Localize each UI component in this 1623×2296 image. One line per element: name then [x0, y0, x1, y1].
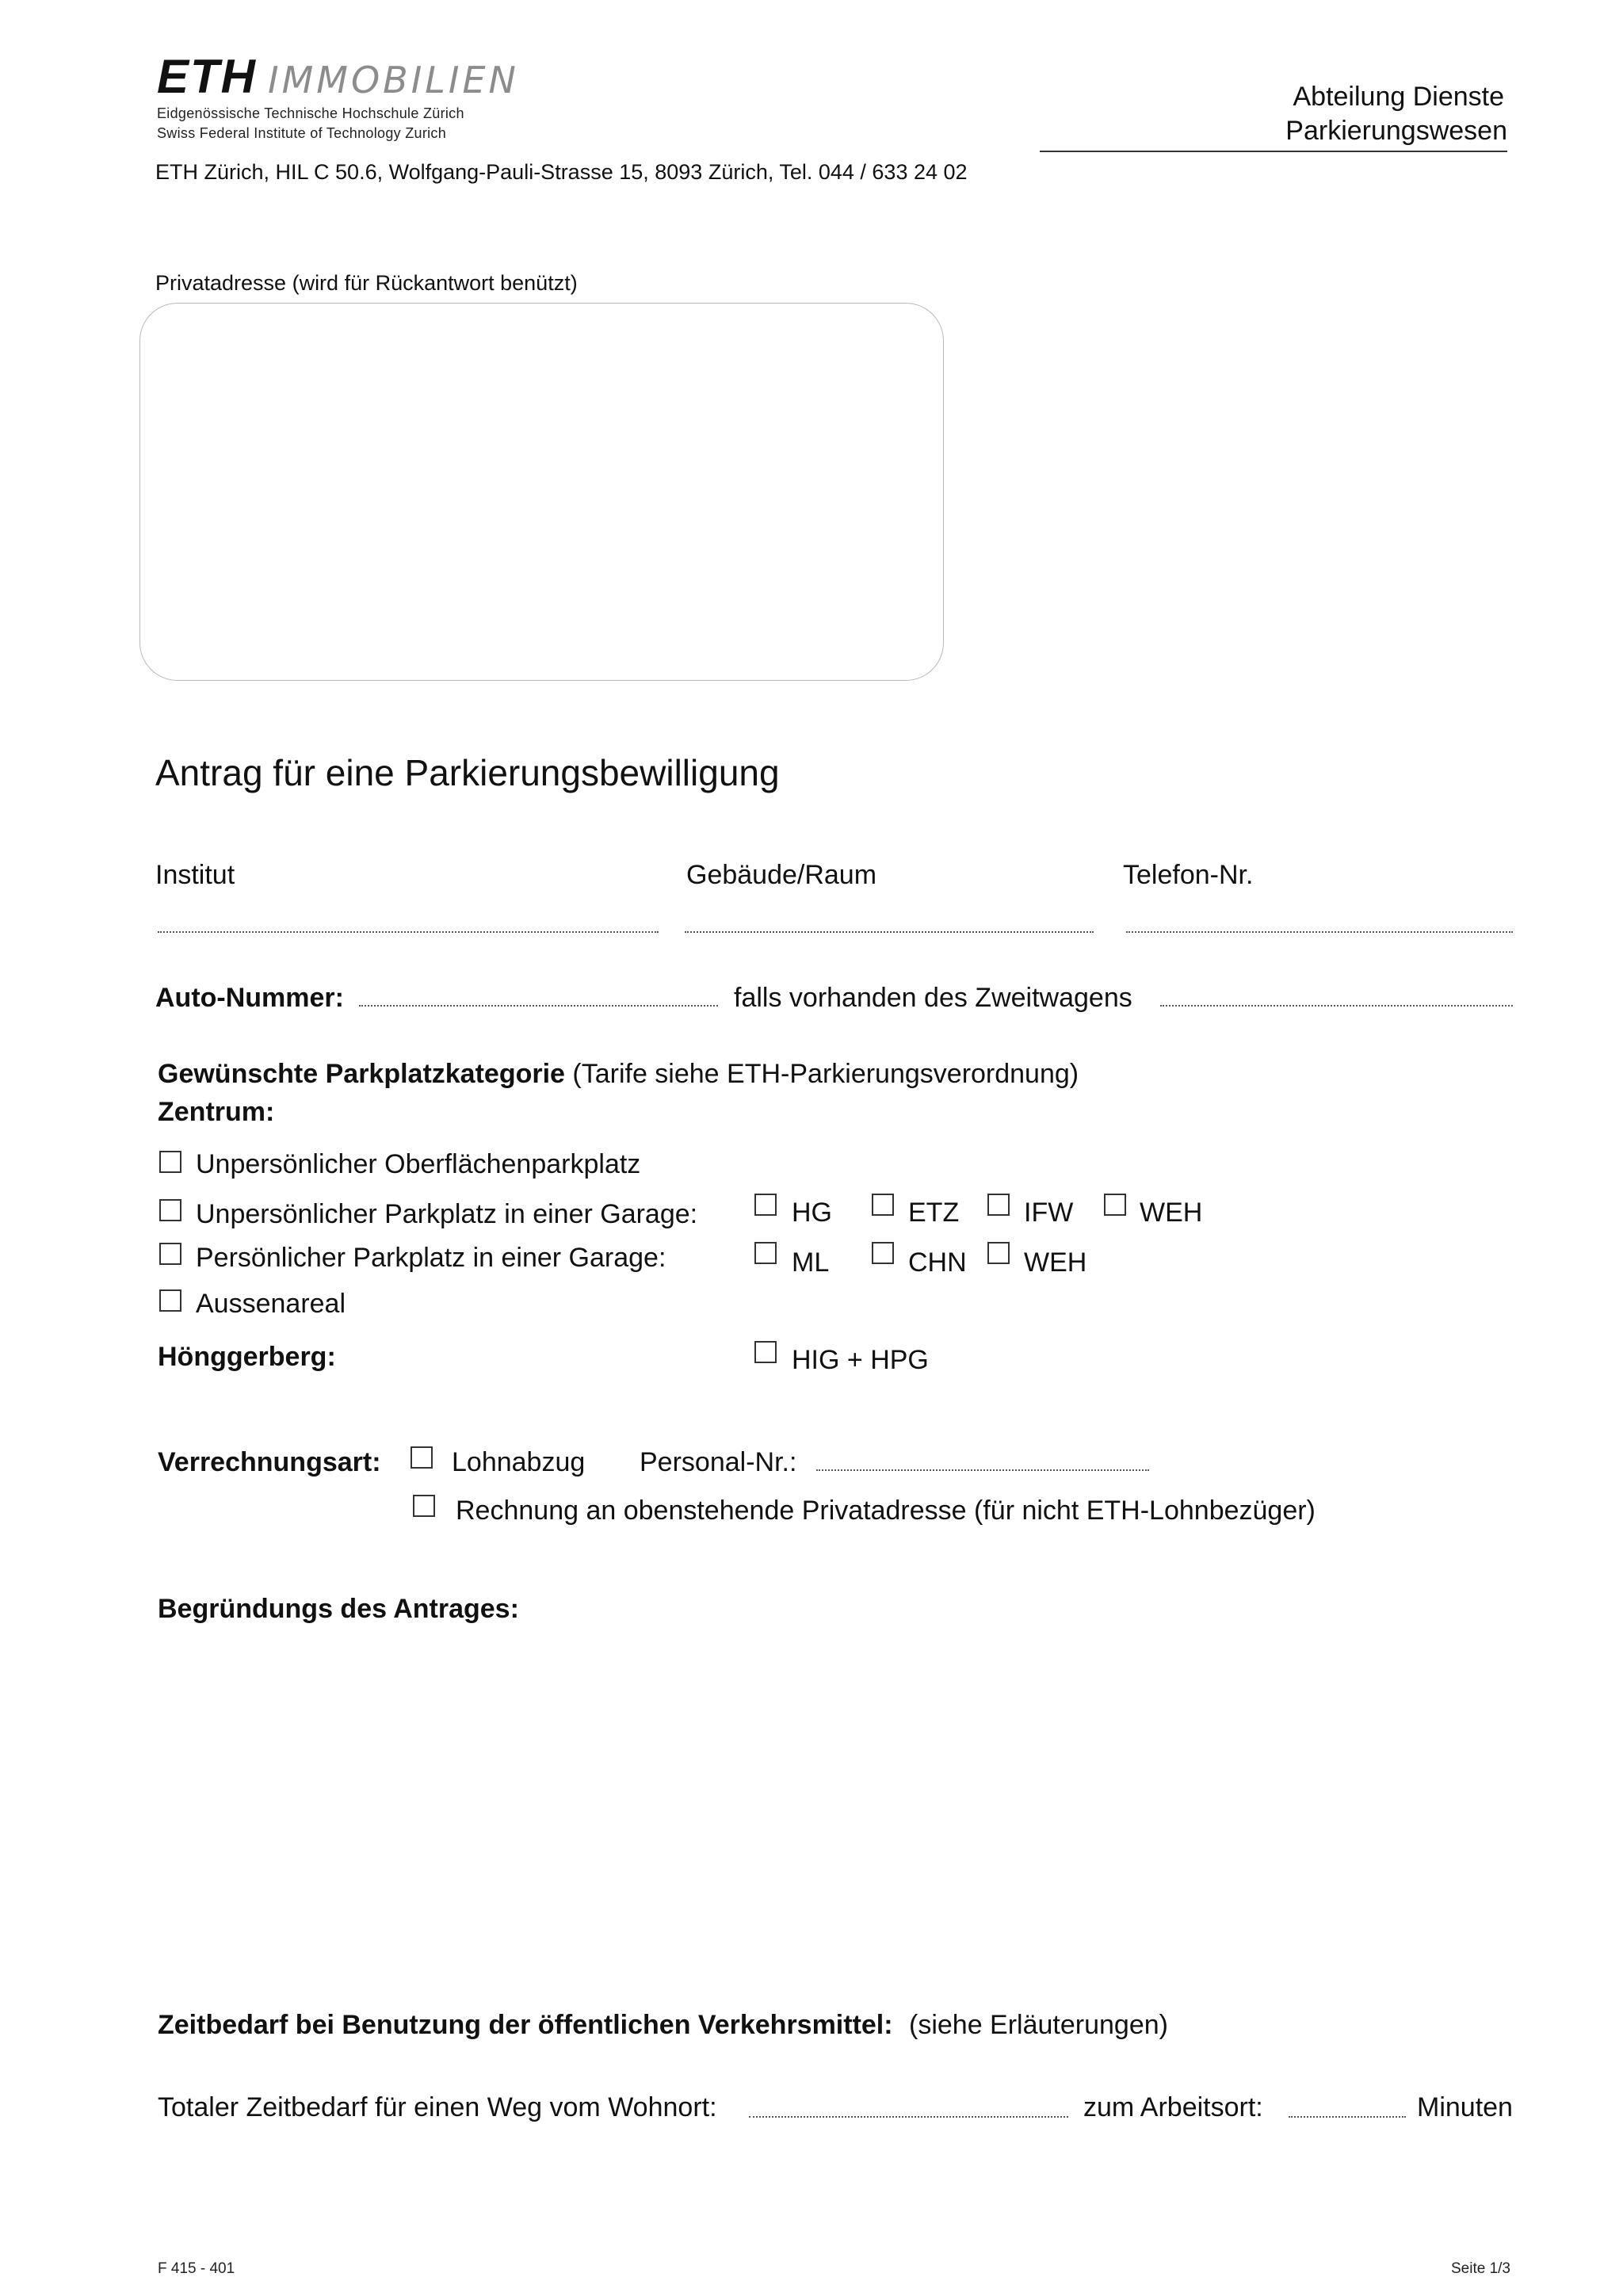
wohnort-zeit-field[interactable]	[749, 2116, 1068, 2118]
gebaeude-field[interactable]	[685, 931, 1094, 933]
hig-hpg-checkbox[interactable]	[754, 1341, 777, 1363]
arbeitsort-label: zum Arbeitsort:	[1083, 2092, 1263, 2122]
office-address: ETH Zürich, HIL C 50.6, Wolfgang-Pauli-Strasse 15, 8093 Zürich, Tel. 044 / 633 24 02	[155, 160, 968, 184]
page-number: Seite 1/3	[1451, 2260, 1510, 2277]
kategorie-heading	[158, 1059, 1079, 1090]
garage-hg-checkbox[interactable]	[754, 1194, 777, 1216]
garage-chn-label: CHN	[908, 1247, 967, 1278]
lohnabzug-checkbox[interactable]	[411, 1446, 433, 1469]
kategorie-label: Gewünschte Parkplatzkategorie	[158, 1059, 565, 1089]
begruendung-field[interactable]	[158, 1641, 1514, 1973]
hoenggerberg-label: Hönggerberg:	[158, 1342, 336, 1372]
garage-ml-label: ML	[792, 1247, 830, 1278]
total-zeitbedarf-label: Totaler Zeitbedarf für einen Weg vom Wohnort:	[158, 2092, 717, 2122]
zeitbedarf-note: (siehe Erläuterungen)	[909, 2010, 1168, 2040]
logo-subtitle-en: Swiss Federal Institute of Technology Zurich	[157, 125, 447, 141]
garage-etz-checkbox[interactable]	[872, 1194, 894, 1216]
minuten-label: Minuten	[1417, 2092, 1513, 2122]
personal-nr-field[interactable]	[816, 1469, 1149, 1471]
telefon-label: Telefon-Nr.	[1123, 860, 1254, 890]
garage-hg-label: HG	[792, 1198, 832, 1228]
zentrum-label: Zentrum:	[158, 1097, 275, 1127]
oberflaeche-option-label: Unpersönlicher Oberflächenparkplatz	[196, 1149, 641, 1179]
form-code: F 415 - 401	[158, 2260, 235, 2277]
zweitwagen-field[interactable]	[1160, 1005, 1513, 1007]
logo-eth-text: ETH	[157, 50, 257, 103]
telefon-field[interactable]	[1126, 931, 1513, 933]
garage-ml-checkbox[interactable]	[754, 1242, 777, 1264]
pers-garage-checkbox[interactable]	[159, 1243, 181, 1265]
garage-ifw-checkbox[interactable]	[987, 1194, 1010, 1216]
unpers-garage-option-label: Unpersönlicher Parkplatz in einer Garage:	[196, 1199, 698, 1229]
eth-logo	[157, 52, 519, 101]
verrechnungsart-label: Verrechnungsart:	[158, 1447, 381, 1477]
zeitbedarf-label: Zeitbedarf bei Benutzung der öffentlichen Verkehrsmittel:	[158, 2010, 893, 2040]
lohnabzug-label: Lohnabzug	[452, 1447, 586, 1477]
garage-weh2-checkbox[interactable]	[987, 1242, 1010, 1264]
logo-subtitle-de: Eidgenössische Technische Hochschule Zürich	[157, 105, 464, 121]
oberflaeche-checkbox[interactable]	[159, 1151, 181, 1173]
garage-weh2-label: WEH	[1024, 1247, 1087, 1278]
aussenareal-option-label: Aussenareal	[196, 1289, 346, 1319]
auto-nummer-label: Auto-Nummer:	[155, 983, 344, 1013]
hig-hpg-label: HIG + HPG	[792, 1345, 929, 1375]
department-subtitle: Parkierungswesen	[1285, 116, 1507, 146]
logo-immobilien-text: IMMOBILIEN	[268, 59, 519, 101]
rechnung-label: Rechnung an obenstehende Privatadresse (für nicht ETH-Lohnbezüger)	[456, 1496, 1316, 1526]
pers-garage-option-label: Persönlicher Parkplatz in einer Garage:	[196, 1243, 666, 1273]
minuten-field[interactable]	[1289, 2116, 1406, 2118]
private-address-field[interactable]	[139, 303, 944, 681]
form-title: Antrag für eine Parkierungsbewilligung	[155, 752, 780, 793]
garage-weh-label: WEH	[1140, 1198, 1203, 1228]
begruendung-label: Begründungs des Antrages:	[158, 1594, 519, 1624]
private-address-label: Privatadresse (wird für Rückantwort benützt)	[155, 271, 578, 295]
header-divider	[1040, 151, 1507, 152]
garage-weh-checkbox[interactable]	[1104, 1194, 1126, 1216]
unpers-garage-checkbox[interactable]	[159, 1199, 181, 1221]
rechnung-checkbox[interactable]	[413, 1495, 435, 1517]
department-title: Abteilung Dienste	[1293, 82, 1504, 112]
garage-ifw-label: IFW	[1024, 1198, 1074, 1228]
garage-etz-label: ETZ	[908, 1198, 960, 1228]
garage-chn-checkbox[interactable]	[872, 1242, 894, 1264]
gebaeude-label: Gebäude/Raum	[686, 860, 877, 890]
personal-nr-label: Personal-Nr.:	[640, 1447, 797, 1477]
auto-nummer-field[interactable]	[359, 1005, 718, 1007]
institut-label: Institut	[155, 860, 235, 890]
kategorie-note: (Tarife siehe ETH-Parkierungsverordnung)	[564, 1059, 1079, 1089]
institut-field[interactable]	[158, 931, 659, 933]
aussenareal-checkbox[interactable]	[159, 1289, 181, 1312]
zweitwagen-label: falls vorhanden des Zweitwagens	[734, 983, 1132, 1013]
